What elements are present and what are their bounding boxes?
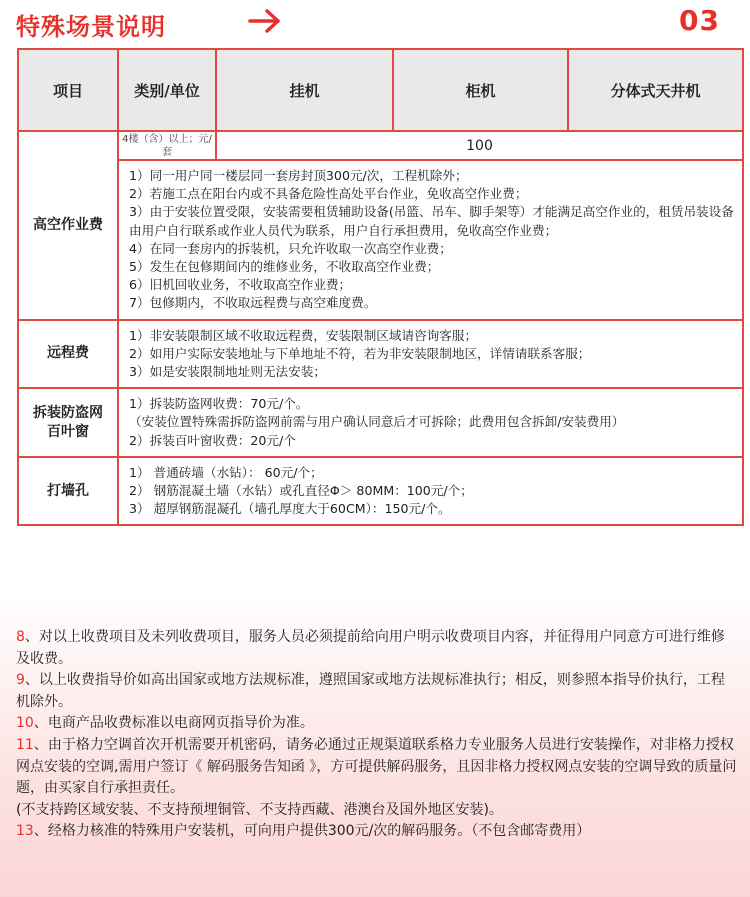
note-text: 、由于格力空调首次开机需要开机密码，请务必通过正规渠道联系格力专业服务人员进行安装操作，对非格力授权网点安装的空调,需用户签订《 解码服务告知函 》，方可提供解码服务，且因非格力授权网点安装的空调导致的质量问题，由买家自行承担责任。 — [16, 736, 737, 797]
list-item: 3）由于安装位置受限，安装需要租赁辅助设备(吊篮、吊车、脚手架等）才能满足高空作业的，租赁吊装设备由用户自行联系或作业人员代为联系，用户自行承担费用，免收高空作业费； — [129, 204, 734, 238]
table-row — [18, 131, 743, 160]
list-item: 2）如用户实际安装地址与下单地址不符，若为非安装限制地区，详情请联系客服； — [129, 345, 591, 361]
table-header-cell: 项目 — [18, 49, 118, 131]
fee-table — [17, 48, 744, 526]
note-item — [16, 713, 738, 735]
row-category-line: 拆装防盗网 — [33, 404, 103, 421]
page-header — [0, 0, 750, 46]
table-row — [18, 457, 743, 526]
note-number: 11 — [16, 736, 34, 753]
table-header-cell: 类别/单位 — [118, 49, 216, 131]
row-category-line: 百叶窗 — [47, 423, 89, 440]
note-number: 8 — [16, 629, 25, 645]
table-row — [18, 160, 743, 320]
note-text: 、对以上收费项目及未列收费项目，服务人员必须提前给向用户明示收费项目内容，并征得用户同意方可进行维修及收费。 — [16, 629, 725, 667]
list-item: 6）旧机回收业务，不收取高空作业费； — [129, 277, 352, 293]
row-category: 高空作业费 — [18, 131, 118, 320]
note-item — [16, 627, 738, 670]
list-item: 2） 钢筋混凝土墙（水钻）或孔直径Φ＞ 80MM：100元/个； — [129, 483, 473, 499]
note-item — [16, 735, 738, 800]
list-item: 2）若施工点在阳台内或不具备危险性高处平台作业，免收高空作业费； — [129, 186, 528, 202]
note-item — [16, 670, 738, 713]
table-row — [18, 320, 743, 389]
list-item: 1）同一用户同一楼层同一套房封顶300元/次，工程机除外； — [129, 168, 468, 183]
page-title: 特殊场景说明 — [16, 13, 166, 41]
row-category — [18, 388, 118, 457]
note-number: 9 — [16, 672, 25, 689]
row-description — [118, 457, 743, 526]
note-item — [16, 821, 738, 843]
list-item: 2）拆装百叶窗收费：20元/个 — [129, 432, 296, 448]
row-description — [118, 160, 743, 320]
list-item: 3）如是安装限制地址则无法安装； — [129, 364, 326, 380]
note-text: (不支持跨区域安装、不支持预埋铜管、不支持西藏、港澳台及国外地区安装)。 — [16, 801, 503, 818]
note-text: 、电商产品收费标准以电商网页指导价为准。 — [33, 715, 314, 732]
list-item: 1）非安装限制区域不收取远程费，安装限制区域请咨询客服； — [129, 327, 478, 343]
list-item: 3） 超厚钢筋混凝孔（墙孔厚度大于60CM）：150元/个。 — [129, 501, 451, 517]
list-item: 1）拆装防盗网收费：70元/个。 — [129, 396, 309, 412]
table-header-cell: 柜机 — [393, 49, 568, 131]
page-number: 03 — [679, 4, 720, 37]
table-header-row — [18, 49, 743, 131]
row-unit: 4楼（含）以上；元/套 — [118, 131, 216, 160]
note-number: 13 — [16, 823, 34, 840]
note-text: 、以上收费指导价如高出国家或地方法规标准，遵照国家或地方法规标准执行；相反，则参照本指导价执行，工程机除外。 — [16, 672, 725, 710]
list-item: 7）包修期内，不收取远程费与高空难度费。 — [129, 295, 377, 311]
list-item: 4）在同一套房内的拆装机，只允许收取一次高空作业费； — [129, 240, 452, 256]
table-header-cell: 分体式天井机 — [568, 49, 743, 131]
row-description — [118, 388, 743, 457]
row-value: 100 — [216, 131, 743, 160]
note-number: 10 — [16, 715, 34, 732]
row-description — [118, 320, 743, 389]
list-item: 5）发生在包修期间内的维修业务，不收取高空作业费； — [129, 259, 440, 275]
table-header-cell: 挂机 — [216, 49, 393, 131]
row-category: 打墙孔 — [18, 457, 118, 526]
note-item — [16, 800, 738, 822]
list-item: 1） 普通砖墙（水钻）： 60元/个； — [129, 464, 323, 480]
right-arrow-icon — [248, 8, 282, 38]
row-category: 远程费 — [18, 320, 118, 389]
notes-section — [16, 627, 738, 843]
table-row — [18, 388, 743, 457]
note-text: 、经格力核准的特殊用户安装机，可向用户提供300元/次的解码服务。（不包含邮寄费用） — [33, 823, 591, 840]
list-item: （安装位置特殊需拆防盗网前需与用户确认同意后才可拆除；此费用包含拆卸/安装费用） — [129, 414, 625, 430]
